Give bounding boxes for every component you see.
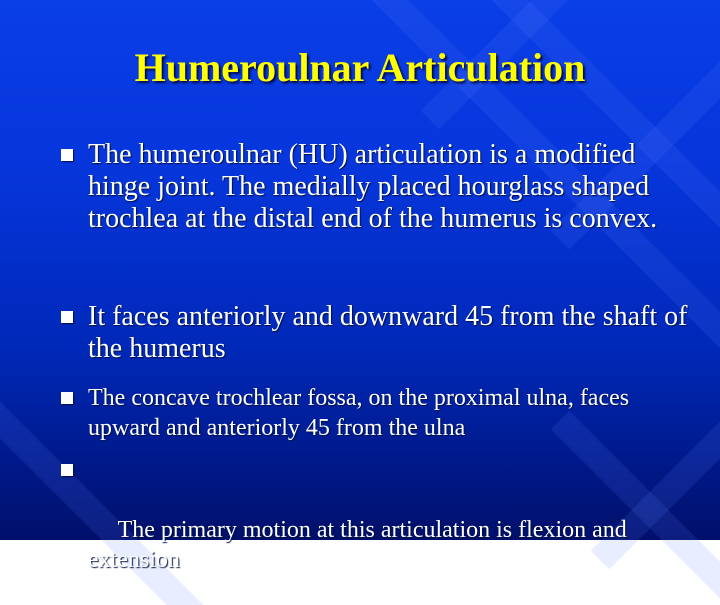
slide-title: Humeroulnar Articulation xyxy=(134,45,586,90)
bullet-text-4: The primary motion at this articulation is flexion and extension xyxy=(88,517,633,573)
square-bullet-icon xyxy=(61,392,73,404)
square-bullet-icon xyxy=(61,464,73,476)
bullet-text-2: It faces anteriorly and downward 45 from the shaft of the humerus xyxy=(88,301,688,364)
square-bullet-icon xyxy=(61,149,73,161)
bullet-text-1: The humeroulnar (HU) articulation is a modified hinge joint. The medially placed hourglass shaped trochlea at the distal end of the humerus is convex. xyxy=(88,139,658,234)
square-bullet-icon xyxy=(61,311,73,323)
bullet-item-4 xyxy=(88,455,658,605)
bullet-item-2 xyxy=(88,301,688,365)
bullet-text-3: The concave trochlear fossa, on the proximal ulna, faces upward and anteriorly 45 from the ulna xyxy=(88,385,630,441)
bullet-item-3 xyxy=(88,383,668,443)
bullet-item-1 xyxy=(88,139,688,235)
